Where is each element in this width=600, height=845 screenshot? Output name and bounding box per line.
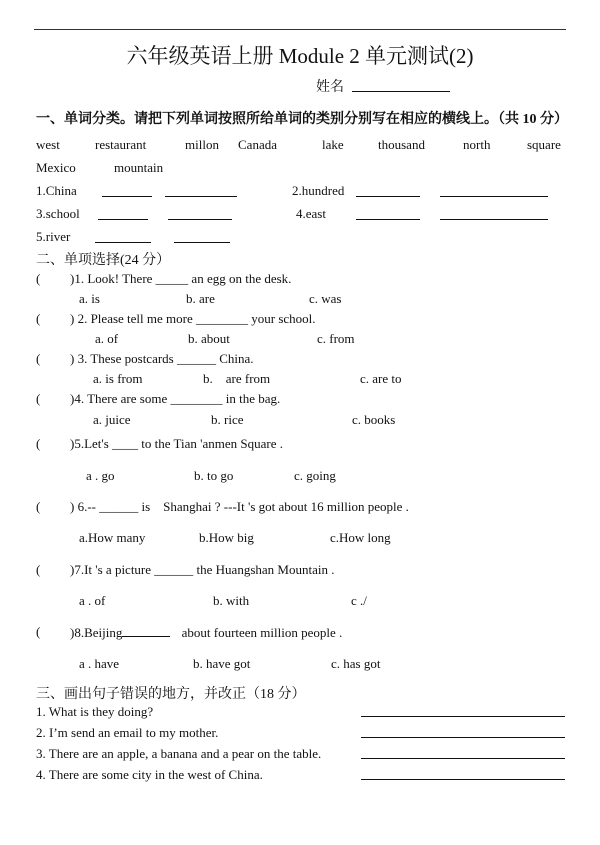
answer-line[interactable] — [165, 196, 237, 197]
option-c: c.How long — [330, 530, 391, 545]
word-north: north — [463, 137, 491, 152]
answer-paren[interactable]: ( — [36, 271, 41, 286]
answer-paren[interactable]: ( — [36, 562, 41, 577]
answer-line[interactable] — [440, 219, 548, 220]
answer-paren[interactable]: ( — [36, 351, 41, 366]
question-8-start: )8.Beijing — [70, 625, 123, 640]
option-c: c. going — [294, 468, 336, 483]
option-b: b. about — [188, 331, 230, 346]
word-millon: millon — [185, 137, 219, 152]
option-c: c. books — [352, 412, 396, 427]
sentence-1: 1. What is they doing? — [36, 704, 154, 719]
correction-line[interactable] — [361, 758, 565, 759]
category-school: 3.school — [36, 206, 80, 221]
page-title: 六年级英语上册 Module 2 单元测试(2) — [126, 44, 474, 68]
answer-line[interactable] — [440, 196, 548, 197]
answer-line[interactable] — [102, 196, 152, 197]
option-b: b. to go — [194, 468, 234, 483]
correction-line[interactable] — [361, 716, 565, 717]
section3-heading: 三、画出句子错误的地方，并改正（18 分） — [36, 687, 306, 702]
word-thousand: thousand — [378, 137, 425, 152]
category-east: 4.east — [296, 206, 326, 221]
answer-paren[interactable]: ( — [36, 624, 41, 639]
correction-line[interactable] — [361, 779, 565, 780]
section2-heading: 二、单项选择(24 分） — [36, 253, 171, 268]
answer-paren[interactable]: ( — [36, 499, 41, 514]
name-label: 姓名 — [316, 80, 344, 95]
question-3: ) 3. These postcards ______ China. — [70, 351, 254, 366]
option-a: a . of — [79, 593, 106, 608]
sentence-3: 3. There are an apple, a banana and a pear on the table. — [36, 746, 322, 761]
option-c: c ./ — [351, 593, 367, 608]
word-lake: lake — [322, 137, 344, 152]
option-c: c. was — [309, 291, 342, 306]
question-8-end: about fourteen million people . — [181, 625, 343, 640]
section1-heading: 一、单词分类。请把下列单词按照所给单词的类别分别写在相应的横线上。（共 10 分） — [36, 112, 568, 127]
question-5: )5.Let's ____ to the Tian 'anmen Square . — [70, 436, 284, 451]
answer-line[interactable] — [356, 196, 420, 197]
option-b: b.How big — [199, 530, 254, 545]
question-6: ) 6.-- ______ is Shanghai ? ---It 's got about 16 million people . — [70, 499, 409, 514]
option-c: c. has got — [331, 656, 381, 671]
answer-paren[interactable]: ( — [36, 436, 41, 451]
question-1: )1. Look! There _____ an egg on the desk. — [70, 271, 292, 286]
option-b: b. with — [213, 593, 250, 608]
answer-line[interactable] — [174, 242, 230, 243]
word-west: west — [36, 137, 60, 152]
option-a: a.How many — [79, 530, 146, 545]
top-rule — [34, 29, 566, 30]
answer-paren[interactable]: ( — [36, 311, 41, 326]
option-b: b. have got — [193, 656, 251, 671]
option-a: a . have — [79, 656, 120, 671]
option-a: a . go — [86, 468, 115, 483]
option-a: a. juice — [93, 412, 131, 427]
answer-line[interactable] — [98, 219, 148, 220]
category-hundred: 2.hundred — [292, 183, 345, 198]
option-c: c. are to — [360, 371, 402, 386]
question-8 — [70, 624, 342, 641]
answer-line[interactable] — [168, 219, 232, 220]
answer-blank[interactable] — [122, 624, 170, 637]
question-4: )4. There are some ________ in the bag. — [70, 391, 281, 406]
category-china: 1.China — [36, 183, 77, 198]
sentence-2: 2. I’m send an email to my mother. — [36, 725, 219, 740]
option-a: a. is — [79, 291, 100, 306]
word-canada: Canada — [238, 137, 277, 152]
question-2: ) 2. Please tell me more ________ your school. — [70, 311, 316, 326]
word-square: square — [527, 137, 561, 152]
correction-line[interactable] — [361, 737, 565, 738]
answer-paren[interactable]: ( — [36, 391, 41, 406]
option-c: c. from — [317, 331, 355, 346]
option-b: b. rice — [211, 412, 244, 427]
sentence-4: 4. There are some city in the west of China. — [36, 767, 263, 782]
answer-line[interactable] — [356, 219, 420, 220]
name-field[interactable] — [352, 91, 450, 92]
option-a: a. is from — [93, 371, 143, 386]
word-mexico: Mexico — [36, 160, 76, 175]
option-a: a. of — [95, 331, 119, 346]
answer-line[interactable] — [95, 242, 151, 243]
question-7: )7.It 's a picture ______ the Huangshan Mountain . — [70, 562, 335, 577]
category-river: 5.river — [36, 229, 71, 244]
word-restaurant: restaurant — [95, 137, 147, 152]
option-b: b. are from — [203, 371, 271, 386]
word-mountain: mountain — [114, 160, 164, 175]
option-b: b. are — [186, 291, 215, 306]
